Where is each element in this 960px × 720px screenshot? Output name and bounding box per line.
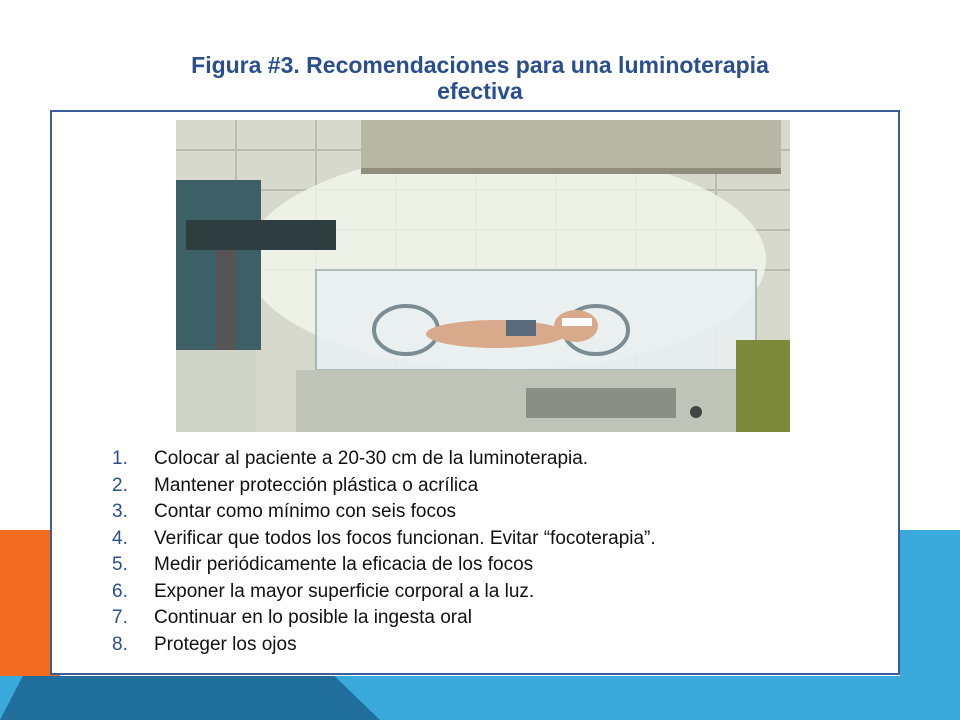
list-item (112, 632, 656, 659)
item-text: Exponer la mayor superficie corporal a la luz. (154, 580, 535, 602)
list-item (112, 552, 656, 579)
figure-title-line1: Figura #3. Recomendaciones para una luminoterapia (191, 52, 769, 78)
item-number: 3. (112, 501, 128, 522)
figure-title (60, 52, 900, 104)
list-item (112, 499, 656, 526)
figure-panel (50, 110, 900, 675)
incubator-photo (176, 120, 790, 432)
item-number: 8. (112, 633, 128, 655)
item-number: 6. (112, 580, 128, 602)
item-number: 1. (112, 448, 128, 469)
item-number: 5. (112, 554, 128, 575)
item-text: Verificar que todos los focos funcionan. Evitar “focoterapia”. (154, 527, 656, 549)
incubator-illustration (176, 120, 790, 432)
item-text: Continuar en lo posible la ingesta oral (154, 607, 472, 628)
list-item (112, 579, 656, 606)
list-item (112, 473, 656, 500)
bottom-dark-accent (0, 676, 380, 720)
recommendations-list (112, 446, 656, 658)
item-text: Medir periódicamente la eficacia de los focos (154, 554, 534, 575)
item-text: Contar como mínimo con seis focos (154, 501, 457, 522)
item-number: 2. (112, 474, 128, 496)
figure-title-line2: efectiva (437, 78, 523, 104)
item-text: Proteger los ojos (154, 633, 297, 655)
list-item (112, 526, 656, 553)
item-text: Colocar al paciente a 20-30 cm de la luminoterapia. (154, 448, 589, 469)
list-item (112, 446, 656, 473)
item-number: 7. (112, 607, 128, 628)
item-number: 4. (112, 527, 128, 549)
item-text: Mantener protección plástica o acrílica (154, 474, 479, 496)
list-item (112, 605, 656, 632)
